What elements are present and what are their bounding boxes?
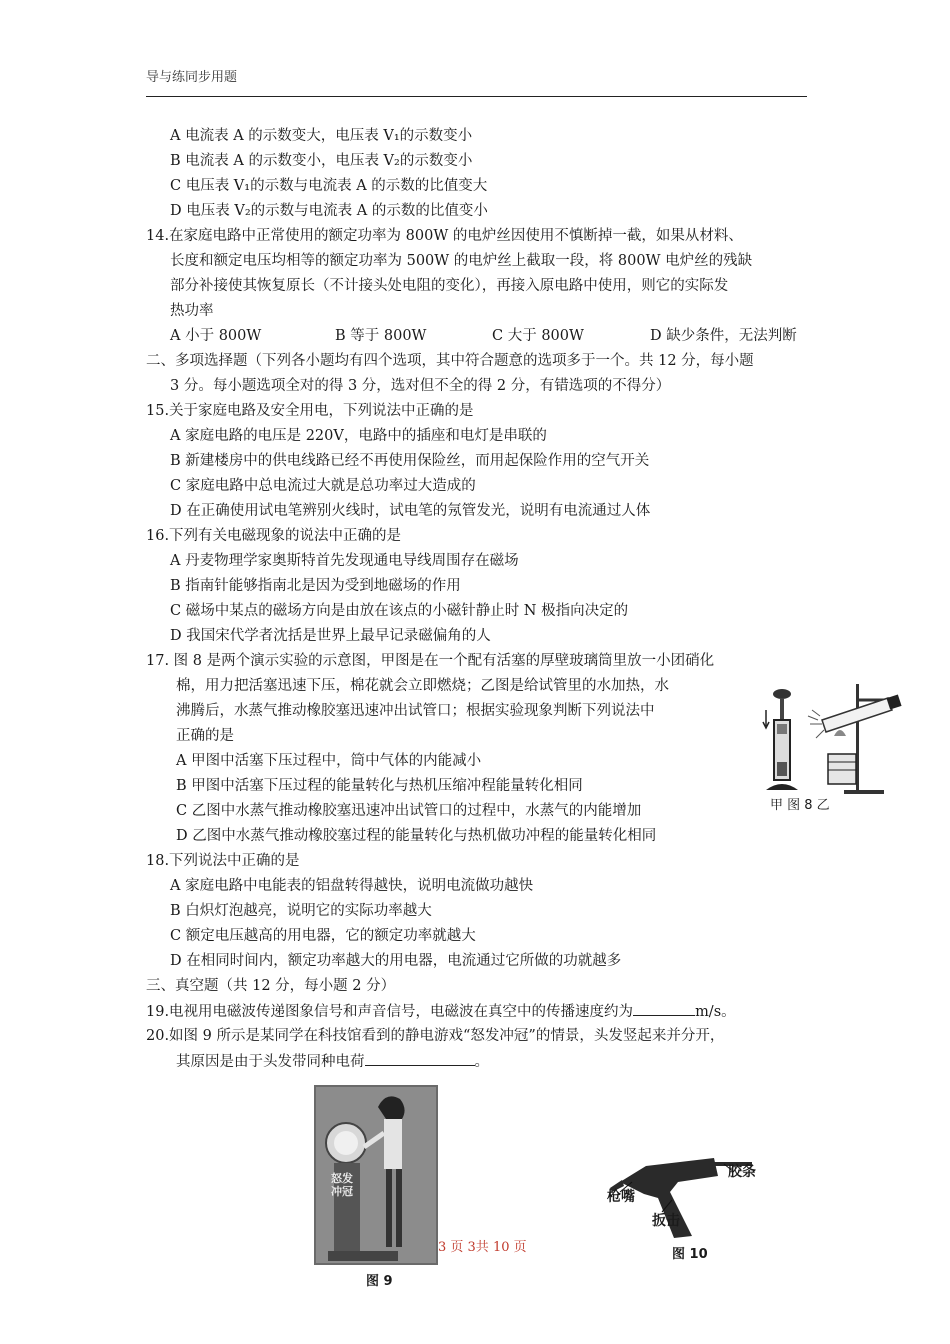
q18-option-b: B 白炽灯泡越亮，说明它的实际功率越大 (170, 903, 432, 919)
q17-option-b: B 甲图中活塞下压过程的能量转化与热机压缩冲程能量转化相同 (176, 778, 583, 794)
q16-option-c: C 磁场中某点的磁场方向是由放在该点的小磁针静止时 N 极指向决定的 (170, 603, 629, 619)
q15-stem: 15.关于家庭电路及安全用电，下列说法中正确的是 (146, 403, 474, 419)
q14-line-4: 热功率 (170, 303, 214, 319)
q16-option-b: B 指南针能够指南北是因为受到地磁场的作用 (170, 578, 461, 594)
q13-option-b: B 电流表 A 的示数变小，电压表 V₂的示数变小 (170, 153, 473, 169)
q13-option-d: D 电压表 V₂的示数与电流表 A 的示数的比值变小 (170, 203, 488, 219)
label-trigger: 扳击 (652, 1213, 680, 1229)
q20-end: 。 (474, 1054, 489, 1070)
figure-9-banner-text: 怒发冲冠 (331, 1172, 353, 1198)
header-divider (146, 96, 807, 97)
q19-text: 19.电视用电磁波传递图象信号和声音信号，电磁波在真空中的传播速度约为 (146, 1004, 634, 1020)
q19-unit: m/s。 (695, 1004, 736, 1020)
q17-line-3: 沸腾后，水蒸气推动橡胶塞迅速冲出试管口；根据实验现象判断下列说法中 (176, 703, 655, 719)
q14-option-d: D 缺少条件，无法判断 (650, 328, 797, 344)
q17-option-c: C 乙图中水蒸气推动橡胶塞迅速冲出试管口的过程中，水蒸气的内能增加 (176, 803, 642, 819)
q15-option-a: A 家庭电路的电压是 220V，电路中的插座和电灯是串联的 (170, 428, 547, 444)
q16-stem: 16.下列有关电磁现象的说法中正确的是 (146, 528, 402, 544)
q15-option-b: B 新建楼房中的供电线路已经不再使用保险丝，而用起保险作用的空气开关 (170, 453, 650, 469)
q14-line-2: 长度和额定电压均相等的额定功率为 500W 的电炉丝上截取一段，将 800W 电炉丝的残缺 (170, 253, 753, 269)
q17-option-d: D 乙图中水蒸气推动橡胶塞过程的能量转化与热机做功冲程的能量转化相同 (176, 828, 657, 844)
figure-8-illustration (760, 680, 910, 798)
section-2-instructions: 3 分。每小题选项全对的得 3 分，选对但不全的得 2 分，有错选项的不得分） (170, 378, 671, 394)
label-nozzle: 枪嘴 (607, 1189, 635, 1205)
q17-option-a: A 甲图中活塞下压过程中，筒中气体的内能减小 (176, 753, 482, 769)
section-2-title: 二、多项选择题（下列各小题均有四个选项，其中符合题意的选项多于一个。共 12 分，每小题 (146, 353, 754, 369)
q15-option-d: D 在正确使用试电笔辨别火线时，试电笔的氖管发光，说明有电流通过人体 (170, 503, 651, 519)
q19-answer-blank[interactable] (633, 1002, 695, 1016)
section-3-title: 三、真空题（共 12 分，每小题 2 分） (146, 978, 396, 994)
q14-line-1: 14.在家庭电路中正常使用的额定功率为 800W 的电炉丝因使用不慎断掉一截，如果从材料、 (146, 228, 743, 244)
page-number-footer: 3 页 3共 10 页 (438, 1240, 527, 1255)
q14-line-3: 部分补接使其恢复原长（不计接头处电阻的变化），再接入原电路中使用，则它的实际发 (170, 278, 729, 294)
q14-option-c: C 大于 800W (492, 328, 584, 344)
q18-option-c: C 额定电压越高的用电器，它的额定功率就越大 (170, 928, 476, 944)
q14-option-a: A 小于 800W (170, 328, 262, 344)
q18-option-a: A 家庭电路中电能表的铝盘转得越快，说明电流做功越快 (170, 878, 534, 894)
q13-option-c: C 电压表 V₁的示数与电流表 A 的示数的比值变大 (170, 178, 488, 194)
q14-option-b: B 等于 800W (335, 328, 427, 344)
q20-line-1: 20.如图 9 所示是某同学在科技馆看到的静电游戏“怒发冲冠”的情景，头发竖起来并分开， (146, 1028, 725, 1044)
q13-option-a: A 电流表 A 的示数变大，电压表 V₁的示数变小 (170, 128, 473, 144)
q17-line-2: 棉，用力把活塞迅速下压，棉花就会立即燃烧；乙图是给试管里的水加热，水 (176, 678, 669, 694)
q15-option-c: C 家庭电路中总电流过大就是总功率过大造成的 (170, 478, 476, 494)
figure-8-caption: 甲 图 8 乙 (770, 798, 830, 813)
piston-cylinder-apparatus (763, 689, 798, 790)
label-glue-stick: 胶条 (728, 1164, 756, 1180)
q16-option-a: A 丹麦物理学家奥斯特首先发现通电导线周围存在磁场 (170, 553, 519, 569)
figure-9-caption: 图 9 (366, 1274, 393, 1289)
test-tube-heating-apparatus (808, 684, 902, 794)
q19-line (146, 1002, 736, 1021)
q20-answer-blank[interactable] (365, 1052, 475, 1066)
q20-text: 其原因是由于头发带同种电荷 (176, 1054, 365, 1070)
q20-line-2 (176, 1052, 489, 1071)
figure-10-caption: 图 10 (672, 1247, 708, 1262)
page-header: 导与练同步用题 (146, 70, 238, 85)
q16-option-d: D 我国宋代学者沈括是世界上最早记录磁偏角的人 (170, 628, 491, 644)
q17-line-1: 17. 图 8 是两个演示实验的示意图，甲图是在一个配有活塞的厚壁玻璃筒里放一小团硝化 (146, 653, 715, 669)
q17-line-4: 正确的是 (176, 728, 234, 744)
q18-option-d: D 在相同时间内，额定功率越大的用电器，电流通过它所做的功就越多 (170, 953, 622, 969)
q18-stem: 18.下列说法中正确的是 (146, 853, 300, 869)
